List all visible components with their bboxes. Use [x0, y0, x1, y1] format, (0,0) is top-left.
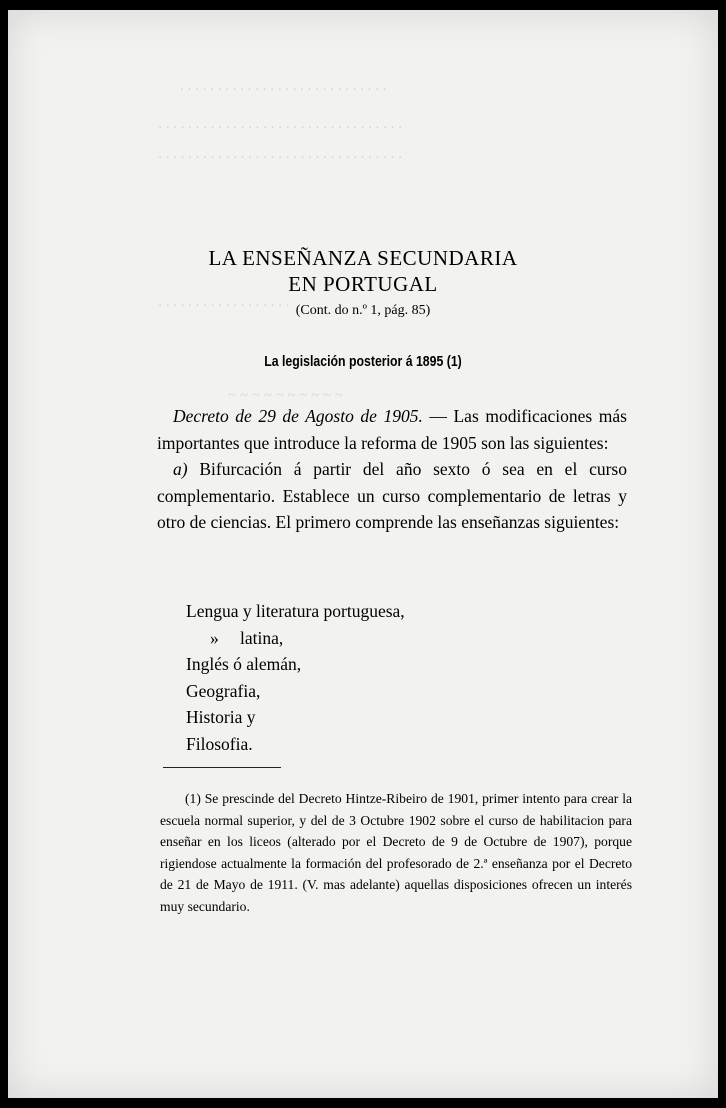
subject-item: Geografia, [186, 680, 261, 701]
bleed-through-text: · · · · · · · · · · · · · · · · · · · · · · · · · · · · · · · · · [158, 120, 402, 136]
bleed-through-text: · · · · · · · · · · · · · · · · · · · · · · · · · · · · · · · · · [158, 150, 402, 166]
article-subtitle: (Cont. do n.º 1, pág. 85) [295, 303, 431, 318]
decree-title: Decreto de 29 de Agosto de 1905. [173, 406, 423, 426]
footnote-divider [163, 767, 281, 768]
decree-paragraph [157, 403, 627, 456]
subject-item: Inglés ó alemán, [186, 654, 302, 674]
article-title-line-1: LA ENSEÑANZA SECUNDARIA [208, 246, 518, 270]
footnote-text: (1) Se prescinde del Decreto Hintze-Ribeiro de 1901, primer intento para crear la escuela normal superior, y del de 3 Octubre 1902 sobre el curso de habilitacion para enseñar en los liceos (alterado por el Decreto de 9 de Octubre de 1907), porque rigiendose actualmente la formación del profesorado de 2.ª enseñanza por el Decreto de 21 de Mayo de 1911. (V. mas adelante) aquellas disposiciones ofrecen un interés muy secundario. [160, 791, 632, 914]
item-a-label: a) [173, 459, 188, 479]
subject-list [186, 598, 405, 757]
subject-item: Historia y [186, 707, 256, 727]
footnote [160, 788, 632, 917]
bleed-through-text: ~ ~ ~ ~ ~ ~ ~ ~ ~ ~ [228, 388, 343, 404]
body-paragraph [157, 403, 627, 536]
article-title-line-2: EN PORTUGAL [288, 272, 438, 296]
section-heading: La legislación posterior á 1895 (1) [264, 353, 462, 370]
ditto-mark: » [210, 627, 219, 648]
decree-intro: — Las modificaciones más importantes que introduce la reforma de 1905 son las siguientes: [157, 406, 627, 453]
subject-item-text: latina, [240, 627, 284, 648]
scanned-page [8, 10, 718, 1098]
subject-item: Filosofia. [186, 733, 253, 754]
item-a-text: Bifurcación á partir del año sexto ó sea en el curso complementario. Establece un curso complementario de letras y otro de ciencias. El primero comprende las enseñanzas siguientes: [157, 459, 627, 532]
subject-item [186, 625, 405, 652]
subject-item: Lengua y literatura portuguesa, [186, 601, 405, 621]
bleed-through-text: · · · · · · · · · · · · · · · · · · [158, 298, 290, 314]
item-a-paragraph [157, 456, 627, 536]
bleed-through-text: · · · · · · · · · · · · · · · · · · · · · · · · · · · · [180, 82, 387, 98]
